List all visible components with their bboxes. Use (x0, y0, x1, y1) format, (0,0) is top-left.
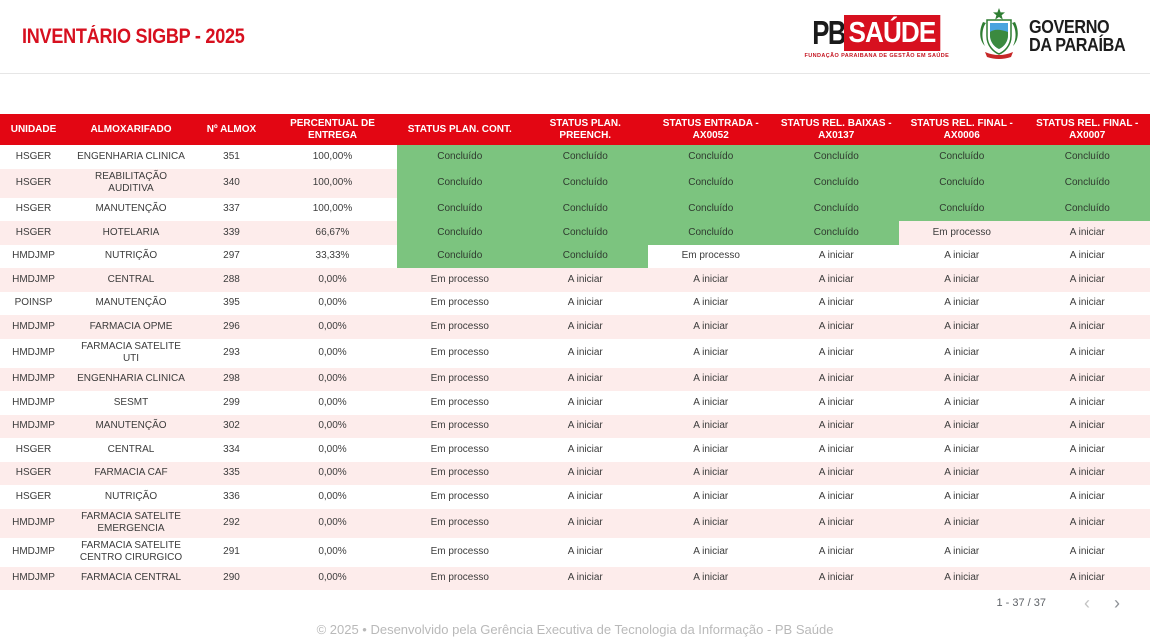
cell-status: A iniciar (818, 420, 854, 431)
table-body (0, 145, 1150, 590)
cell-status: Concluído (648, 198, 774, 222)
cell-status: A iniciar (1069, 250, 1105, 261)
cell-status: A iniciar (944, 443, 980, 455)
cell-almoxarifado: FARMACIA SATELITE EMERGENCIA (81, 510, 181, 534)
cell-status: A iniciar (567, 545, 603, 557)
cell-unidade: HSGER (15, 203, 52, 214)
cell-n-almox: 334 (223, 443, 240, 455)
cell-n-almox: 302 (223, 420, 240, 431)
governo-logo (977, 8, 1136, 65)
cell-status: Em processo (430, 545, 489, 557)
cell-status: Em processo (932, 226, 991, 238)
cell-almoxarifado: MANUTENÇÃO (95, 203, 167, 214)
paraiba-coat-of-arms-icon (977, 8, 1021, 65)
cell-status: A iniciar (818, 396, 854, 408)
cell-status: Concluído (899, 198, 1025, 222)
cell-unidade: HMDJMP (12, 420, 55, 431)
cell-almoxarifado: NUTRIÇÃO (104, 250, 158, 261)
cell-status: A iniciar (818, 250, 854, 261)
cell-status: A iniciar (1069, 443, 1105, 455)
pagination (0, 590, 1150, 613)
cell-status: A iniciar (567, 420, 603, 431)
cell-status: Concluído (397, 169, 523, 198)
cell-status: A iniciar (944, 572, 980, 583)
cell-status: Em processo (430, 420, 489, 431)
cell-status: A iniciar (693, 467, 729, 478)
cell-status: Em processo (430, 490, 489, 502)
cell-status: A iniciar (1069, 373, 1105, 384)
cell-status: A iniciar (1069, 273, 1105, 285)
cell-almoxarifado: FARMACIA SATELITE UTI (81, 340, 181, 364)
cell-percentual: 0,00% (318, 420, 347, 431)
cell-status: A iniciar (1069, 396, 1105, 408)
cell-status: A iniciar (944, 396, 980, 408)
cell-status: A iniciar (818, 572, 854, 583)
table-row (0, 292, 1150, 316)
cell-almoxarifado: MANUTENÇÃO (95, 297, 167, 308)
cell-status: Concluído (899, 145, 1025, 169)
cell-unidade: HMDJMP (12, 250, 55, 261)
logos (803, 8, 1136, 65)
table-row (0, 415, 1150, 439)
cell-percentual: 0,00% (318, 297, 347, 308)
cell-status: A iniciar (693, 572, 729, 583)
cell-percentual: 0,00% (318, 467, 347, 478)
pagination-prev-icon[interactable]: ‹ (1084, 593, 1090, 613)
column-header[interactable]: STATUS REL. FINAL - AX0006 (910, 118, 1013, 141)
cell-percentual: 33,33% (315, 250, 350, 261)
cell-status: A iniciar (818, 297, 854, 308)
governo-line2: DA PARAÍBA (1029, 34, 1126, 55)
cell-status: Concluído (523, 245, 649, 269)
pbsaude-logo-subtitle: FUNDAÇÃO PARAIBANA DE GESTÃO EM SAÚDE (804, 52, 950, 59)
cell-status: A iniciar (1069, 467, 1105, 478)
table-row (0, 339, 1150, 368)
cell-n-almox: 291 (223, 545, 240, 557)
cell-status: A iniciar (818, 467, 854, 478)
table-row (0, 391, 1150, 415)
column-header[interactable]: STATUS ENTRADA - AX0052 (662, 118, 759, 141)
cell-almoxarifado: NUTRIÇÃO (104, 490, 158, 502)
cell-status: A iniciar (944, 420, 980, 431)
column-header[interactable]: UNIDADE (10, 123, 57, 135)
cell-status: A iniciar (693, 545, 729, 557)
cell-status: A iniciar (944, 545, 980, 557)
cell-status: Concluído (523, 145, 649, 169)
cell-status: A iniciar (818, 490, 854, 502)
cell-status: Em processo (430, 516, 489, 528)
cell-status: A iniciar (818, 545, 854, 557)
cell-status: A iniciar (818, 516, 854, 528)
pagination-range: 1 - 37 / 37 (996, 597, 1046, 609)
cell-status: A iniciar (693, 373, 729, 384)
cell-status: Concluído (648, 221, 774, 245)
cell-status: A iniciar (693, 273, 729, 285)
cell-status: Em processo (430, 297, 489, 308)
cell-status: Em processo (430, 346, 489, 358)
cell-status: A iniciar (567, 346, 603, 358)
cell-percentual: 0,00% (318, 373, 347, 384)
column-header[interactable]: STATUS PLAN. PREENCH. (549, 118, 621, 141)
pagination-next-icon[interactable]: › (1114, 593, 1120, 613)
cell-percentual: 0,00% (318, 516, 347, 528)
table-row (0, 438, 1150, 462)
cell-status: Concluído (774, 198, 900, 222)
cell-status: Em processo (430, 467, 489, 478)
cell-status: Concluído (1025, 145, 1150, 169)
cell-almoxarifado: FARMACIA CENTRAL (80, 572, 182, 583)
top-bar (0, 0, 1150, 74)
cell-status: A iniciar (567, 273, 603, 285)
cell-status: Concluído (397, 198, 523, 222)
cell-status: Concluído (899, 169, 1025, 198)
cell-status: A iniciar (693, 396, 729, 408)
cell-status: A iniciar (944, 273, 980, 285)
cell-status: A iniciar (1069, 490, 1105, 502)
cell-n-almox: 292 (223, 516, 240, 528)
table-row (0, 368, 1150, 392)
cell-status: A iniciar (567, 396, 603, 408)
table-row (0, 315, 1150, 339)
cell-status: Concluído (523, 198, 649, 222)
pbsaude-logo-saude: SAÚDE (844, 15, 940, 51)
cell-n-almox: 337 (223, 203, 240, 214)
cell-percentual: 0,00% (318, 545, 347, 557)
cell-unidade: HMDJMP (12, 396, 55, 408)
column-header[interactable]: STATUS REL. BAIXAS - AX0137 (780, 118, 892, 141)
cell-n-almox: 336 (223, 490, 240, 502)
table-row (0, 145, 1150, 169)
column-header[interactable]: Nº ALMOX (206, 123, 257, 135)
pbsaude-logo-pb: PB (811, 13, 845, 51)
cell-n-almox: 299 (223, 396, 240, 408)
cell-almoxarifado: FARMACIA OPME (89, 320, 173, 332)
cell-almoxarifado: MANUTENÇÃO (95, 420, 167, 431)
cell-unidade: HSGER (15, 490, 52, 502)
cell-status: Concluído (1025, 198, 1150, 222)
cell-n-almox: 298 (223, 373, 240, 384)
cell-percentual: 0,00% (318, 396, 347, 408)
inventory-table (0, 114, 1150, 590)
cell-status: Em processo (430, 396, 489, 408)
cell-percentual: 0,00% (318, 443, 347, 455)
cell-status: A iniciar (567, 320, 603, 332)
table-row (0, 268, 1150, 292)
cell-status: A iniciar (567, 516, 603, 528)
cell-status: Concluído (774, 221, 900, 245)
cell-almoxarifado: FARMACIA SATELITE CENTRO CIRURGICO (79, 539, 183, 563)
cell-percentual: 100,00% (312, 176, 353, 188)
cell-almoxarifado: ENGENHARIA CLINICA (77, 150, 185, 162)
column-header[interactable]: STATUS PLAN. CONT. (407, 123, 512, 135)
table-row (0, 485, 1150, 509)
cell-status: A iniciar (818, 320, 854, 332)
cell-unidade: HMDJMP (12, 373, 55, 384)
cell-percentual: 100,00% (312, 150, 353, 162)
cell-n-almox: 293 (223, 346, 240, 358)
cell-almoxarifado: FARMACIA CAF (94, 467, 168, 478)
footer-credit: © 2025 • Desenvolvido pela Gerência Executiva de Tecnologia da Informação - PB Saúde (316, 622, 834, 637)
cell-status: Em processo (430, 320, 489, 332)
cell-status: Em processo (430, 572, 489, 583)
cell-unidade: HMDJMP (12, 545, 55, 557)
cell-status: A iniciar (944, 346, 980, 358)
cell-percentual: 100,00% (312, 203, 353, 214)
cell-almoxarifado: CENTRAL (107, 273, 155, 285)
cell-percentual: 0,00% (318, 572, 347, 583)
cell-status: A iniciar (693, 346, 729, 358)
cell-status: A iniciar (1069, 572, 1105, 583)
cell-status: A iniciar (944, 320, 980, 332)
page-title: INVENTÁRIO SIGBP - 2025 (22, 24, 245, 48)
cell-status: A iniciar (567, 467, 603, 478)
cell-n-almox: 297 (223, 250, 240, 261)
cell-unidade: HSGER (15, 467, 52, 478)
table-row (0, 221, 1150, 245)
cell-status: Em processo (681, 250, 740, 261)
cell-status: A iniciar (1069, 320, 1105, 332)
cell-status: Em processo (430, 273, 489, 285)
cell-status: A iniciar (693, 420, 729, 431)
cell-status: A iniciar (1069, 420, 1105, 431)
table-row (0, 509, 1150, 538)
cell-n-almox: 288 (223, 273, 240, 285)
column-header[interactable]: ALMOXARIFADO (90, 123, 172, 135)
cell-unidade: HMDJMP (12, 346, 55, 358)
cell-status: Concluído (774, 145, 900, 169)
cell-status: A iniciar (1069, 297, 1105, 308)
table-header-row (0, 114, 1150, 145)
cell-almoxarifado: REABILITAÇÃO AUDITIVA (94, 170, 168, 194)
cell-status: Concluído (397, 221, 523, 245)
cell-status: A iniciar (944, 297, 980, 308)
cell-status: Concluído (648, 145, 774, 169)
cell-almoxarifado: SESMT (113, 396, 149, 408)
cell-percentual: 0,00% (318, 273, 347, 285)
cell-status: Em processo (430, 443, 489, 455)
cell-status: A iniciar (693, 516, 729, 528)
table-row (0, 567, 1150, 591)
cell-unidade: HSGER (15, 176, 52, 188)
cell-status: Concluído (774, 169, 900, 198)
cell-status: A iniciar (1069, 346, 1105, 358)
cell-status: Concluído (1025, 169, 1150, 198)
cell-status: A iniciar (567, 443, 603, 455)
cell-unidade: HSGER (15, 226, 52, 238)
cell-status: Concluído (397, 145, 523, 169)
cell-status: A iniciar (818, 273, 854, 285)
table-row (0, 198, 1150, 222)
cell-status: A iniciar (693, 297, 729, 308)
governo-logo-text (1029, 19, 1125, 53)
cell-status: Concluído (523, 221, 649, 245)
cell-status: A iniciar (818, 346, 854, 358)
cell-status: A iniciar (567, 490, 603, 502)
cell-unidade: HMDJMP (12, 516, 55, 528)
cell-status: A iniciar (944, 250, 980, 261)
cell-status: A iniciar (944, 467, 980, 478)
cell-n-almox: 335 (223, 467, 240, 478)
cell-n-almox: 339 (223, 226, 240, 238)
cell-status: A iniciar (693, 443, 729, 455)
cell-status: A iniciar (818, 443, 854, 455)
cell-unidade: POINSP (14, 297, 53, 308)
cell-n-almox: 340 (223, 176, 240, 188)
cell-percentual: 66,67% (315, 226, 350, 238)
table-row (0, 245, 1150, 269)
cell-unidade: HSGER (15, 443, 52, 455)
cell-unidade: HSGER (15, 150, 52, 162)
cell-n-almox: 395 (223, 297, 240, 308)
cell-unidade: HMDJMP (12, 320, 55, 332)
cell-status: A iniciar (1069, 226, 1105, 238)
cell-percentual: 0,00% (318, 346, 347, 358)
cell-status: A iniciar (567, 373, 603, 384)
cell-n-almox: 290 (223, 572, 240, 583)
cell-status: Concluído (648, 169, 774, 198)
cell-unidade: HMDJMP (12, 273, 55, 285)
cell-status: A iniciar (567, 297, 603, 308)
cell-status: A iniciar (944, 373, 980, 384)
cell-status: A iniciar (818, 373, 854, 384)
column-header[interactable]: STATUS REL. FINAL - AX0007 (1036, 118, 1139, 141)
table-row (0, 538, 1150, 567)
cell-almoxarifado: HOTELARIA (102, 226, 160, 238)
table-row (0, 462, 1150, 486)
cell-status: A iniciar (567, 572, 603, 583)
cell-status: A iniciar (944, 490, 980, 502)
table-row (0, 169, 1150, 198)
cell-status: Em processo (430, 373, 489, 384)
column-header[interactable]: PERCENTUAL DE ENTREGA (290, 118, 375, 141)
cell-status: A iniciar (1069, 516, 1105, 528)
governo-line1: GOVERNO (1029, 17, 1110, 38)
cell-status: A iniciar (693, 320, 729, 332)
cell-almoxarifado: ENGENHARIA CLINICA (77, 373, 185, 384)
cell-n-almox: 351 (223, 150, 240, 162)
cell-status: A iniciar (693, 490, 729, 502)
cell-status: A iniciar (944, 516, 980, 528)
cell-almoxarifado: CENTRAL (107, 443, 155, 455)
cell-n-almox: 296 (223, 320, 240, 332)
cell-percentual: 0,00% (318, 490, 347, 502)
cell-unidade: HMDJMP (12, 572, 55, 583)
cell-status: A iniciar (1069, 545, 1105, 557)
cell-status: Concluído (397, 245, 523, 269)
cell-status: Concluído (523, 169, 649, 198)
pbsaude-logo (803, 15, 951, 59)
cell-percentual: 0,00% (318, 320, 347, 332)
